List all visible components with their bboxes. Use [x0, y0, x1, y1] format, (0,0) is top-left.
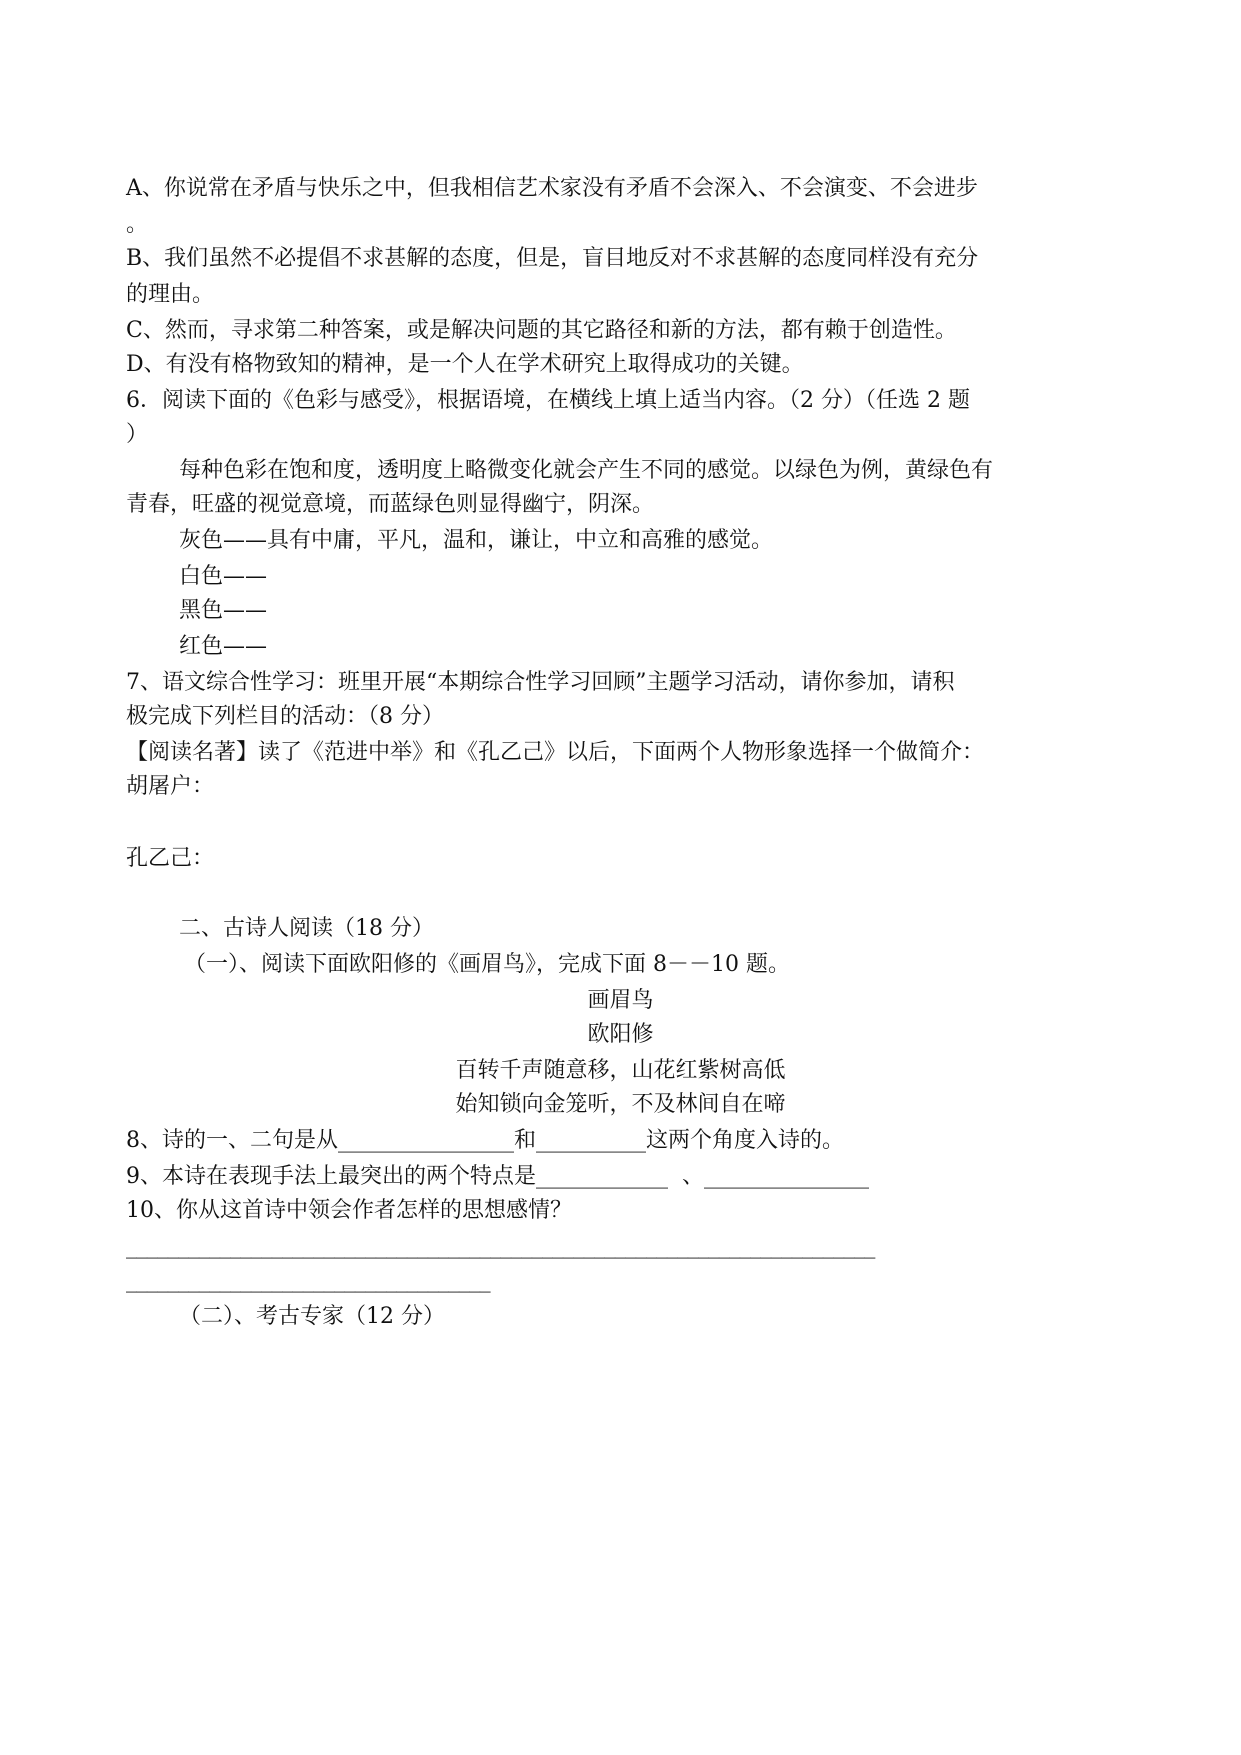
gray-color-line: 灰色——具有中庸，平凡，温和，谦让，中立和高雅的感觉。 — [179, 528, 774, 553]
white-color-line: 白色—— — [179, 564, 268, 589]
poem-author: 欧阳修 — [587, 1022, 654, 1047]
butcher-hu-label: 胡屠户： — [126, 774, 215, 799]
passage-line2: 青春，旺盛的视觉意境，而蓝绿色则显得幽宁，阴深。 — [126, 492, 655, 517]
answer-blank-line1: ________________________________________________________________________ — [126, 1234, 875, 1259]
section-2-heading: 二、古诗人阅读（18 分） — [179, 916, 434, 941]
poem-line2: 始知锁向金笼听，不及林间自在啼 — [455, 1092, 786, 1117]
option-a-line1: A、你说常在矛盾与快乐之中，但我相信艺术家没有矛盾不会深入、不会演变、不会进步 — [126, 176, 978, 201]
part-2-heading: （二）、考古专家（12 分） — [179, 1304, 445, 1329]
question-7-line1: 7、语文综合性学习：班里开展“本期综合性学习回顾”主题学习活动，请你参加，请积 — [126, 670, 955, 695]
question-6-line2: ） — [126, 422, 149, 447]
option-a-line2: 。 — [126, 212, 149, 237]
part-1-heading: （一）、阅读下面欧阳修的《画眉鸟》，完成下面 8－－10 题。 — [184, 952, 790, 977]
answer-blank-line2: ___________________________________ — [126, 1268, 491, 1293]
passage-line1: 每种色彩在饱和度，透明度上略微变化就会产生不同的感觉。以绿色为例，黄绿色有 — [179, 458, 994, 483]
reading-classics-line: 【阅读名著】读了《范进中举》和《孔乙己》以后，下面两个人物形象选择一个做简介： — [126, 740, 985, 765]
question-7-line2: 极完成下列栏目的活动：（8 分） — [126, 704, 444, 729]
question-8: 8、诗的一、二句是从________________和__________这两个角度入诗的。 — [126, 1128, 844, 1153]
poem-title: 画眉鸟 — [587, 988, 654, 1013]
kong-yiji-label: 孔乙己： — [126, 846, 215, 871]
question-10: 10、你从这首诗中领会作者怎样的思想感情？ — [126, 1198, 572, 1223]
question-9: 9、本诗在表现手法上最突出的两个特点是____________ 、_______________ — [126, 1164, 869, 1189]
option-b-line1: B、我们虽然不必提倡不求甚解的态度，但是，盲目地反对不求甚解的态度同样没有充分 — [126, 246, 979, 271]
red-color-line: 红色—— — [179, 634, 268, 659]
black-color-line: 黑色—— — [179, 598, 268, 623]
option-c: C、然而，寻求第二种答案，或是解决问题的其它路径和新的方法，都有赖于创造性。 — [126, 318, 957, 343]
option-b-line2: 的理由。 — [126, 282, 215, 307]
option-d: D、有没有格物致知的精神，是一个人在学术研究上取得成功的关键。 — [126, 352, 804, 377]
question-6-line1: 6．阅读下面的《色彩与感受》，根据语境，在横线上填上适当内容。（2 分）（任选 2 题 — [126, 388, 970, 413]
poem-line1: 百转千声随意移，山花红紫树高低 — [455, 1058, 786, 1083]
